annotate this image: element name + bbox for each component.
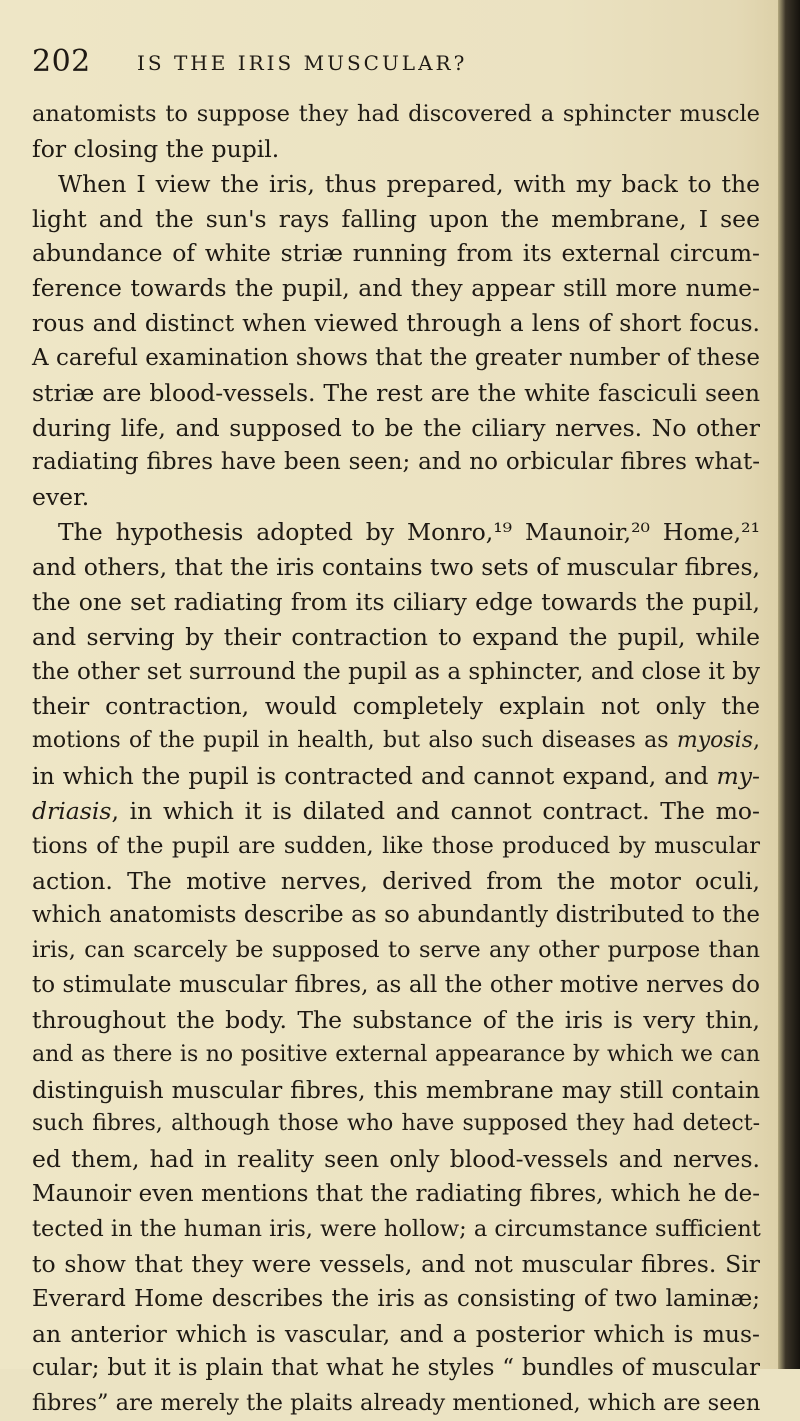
page-binding-shadow — [778, 0, 800, 1369]
text-line-32: Maunoir even mentions that the radiating fibres, which he de- — [32, 1181, 760, 1208]
text-line-13: The hypothesis adopted by Monro,¹⁹ Maunoir,²⁰ Home,²¹ — [58, 518, 760, 547]
text-line-7: rous and distinct when viewed through a lens of short focus. — [32, 309, 760, 338]
text-line-18: their contraction, would completely explain not only the — [32, 692, 760, 721]
text-line-25: iris, can scarcely be supposed to serve any other purpose than — [32, 937, 760, 964]
text-line-9: striæ are blood-vessels. The rest are the white fasciculi seen — [32, 378, 760, 407]
text-line-33: tected in the human iris, were hollow; a circumstance sufficient — [32, 1216, 761, 1242]
text-line-26: to stimulate muscular fibres, as all the other motive nerves do — [32, 972, 760, 999]
text-line-34: to show that they were vessels, and not muscular fibres. Sir — [32, 1249, 760, 1278]
text-line-1: anatomists to suppose they had discovered a sphincter muscle — [32, 101, 760, 127]
text-line-4: light and the sun's rays falling upon the membrane, I see — [32, 204, 760, 233]
text-line-37: cular; but it is plain that what he styles “ bundles of muscular — [32, 1355, 760, 1382]
text-line-20: in which the pupil is contracted and cannot expand, and my- — [32, 762, 760, 791]
text-line-17: the other set surround the pupil as a sphincter, and close it by — [32, 658, 760, 685]
body-text — [32, 97, 760, 1421]
text-line-30: such fibres, although those who have supposed they had detect- — [32, 1111, 760, 1137]
text-line-14: and others, that the iris contains two sets of muscular fibres, — [32, 552, 760, 581]
text-line-8: A careful examination shows that the greater number of these — [32, 344, 760, 371]
text-line-36: an anterior which is vascular, and a posterior which is mus- — [32, 1319, 760, 1348]
text-line-5: abundance of white striæ running from its external circum- — [32, 239, 760, 268]
text-line-12: ever. — [32, 483, 90, 512]
text-line-2: for closing the pupil. — [32, 134, 280, 163]
text-line-27: throughout the body. The substance of the iris is very thin, — [32, 1005, 760, 1034]
text-line-15: the one set radiating from its ciliary edge towards the pupil, — [32, 587, 760, 616]
text-line-23: action. The motive nerves, derived from the motor oculi, — [32, 866, 760, 895]
text-line-38: fibres” are merely the plaits already mentioned, which are seen — [32, 1390, 761, 1417]
page-number: 202 — [32, 44, 91, 79]
text-line-19: motions of the pupil in health, but also such diseases as myosis, — [32, 728, 760, 754]
text-line-29: distinguish muscular fibres, this membrane may still contain — [32, 1075, 760, 1104]
text-line-31: ed them, had in reality seen only blood-vessels and nerves. — [32, 1145, 760, 1174]
text-line-28: and as there is no positive external appearance by which we can — [32, 1041, 760, 1067]
text-line-3: When I view the iris, thus prepared, with my back to the — [58, 169, 760, 198]
text-line-24: which anatomists describe as so abundantly distributed to the — [32, 902, 760, 929]
page-header — [32, 38, 752, 84]
text-line-21: driasis, in which it is dilated and cannot contract. The mo- — [32, 796, 760, 825]
text-line-35: Everard Home describes the iris as consisting of two laminæ; — [32, 1285, 760, 1312]
text-line-11: radiating fibres have been seen; and no orbicular fibres what- — [32, 449, 760, 476]
text-line-16: and serving by their contraction to expand the pupil, while — [32, 622, 760, 651]
text-line-22: tions of the pupil are sudden, like those produced by muscular — [32, 832, 760, 859]
text-line-10: during life, and supposed to be the ciliary nerves. No other — [32, 413, 760, 442]
text-line-6: ference towards the pupil, and they appear still more nume- — [32, 274, 760, 303]
running-head: IS THE IRIS MUSCULAR? — [137, 51, 468, 75]
